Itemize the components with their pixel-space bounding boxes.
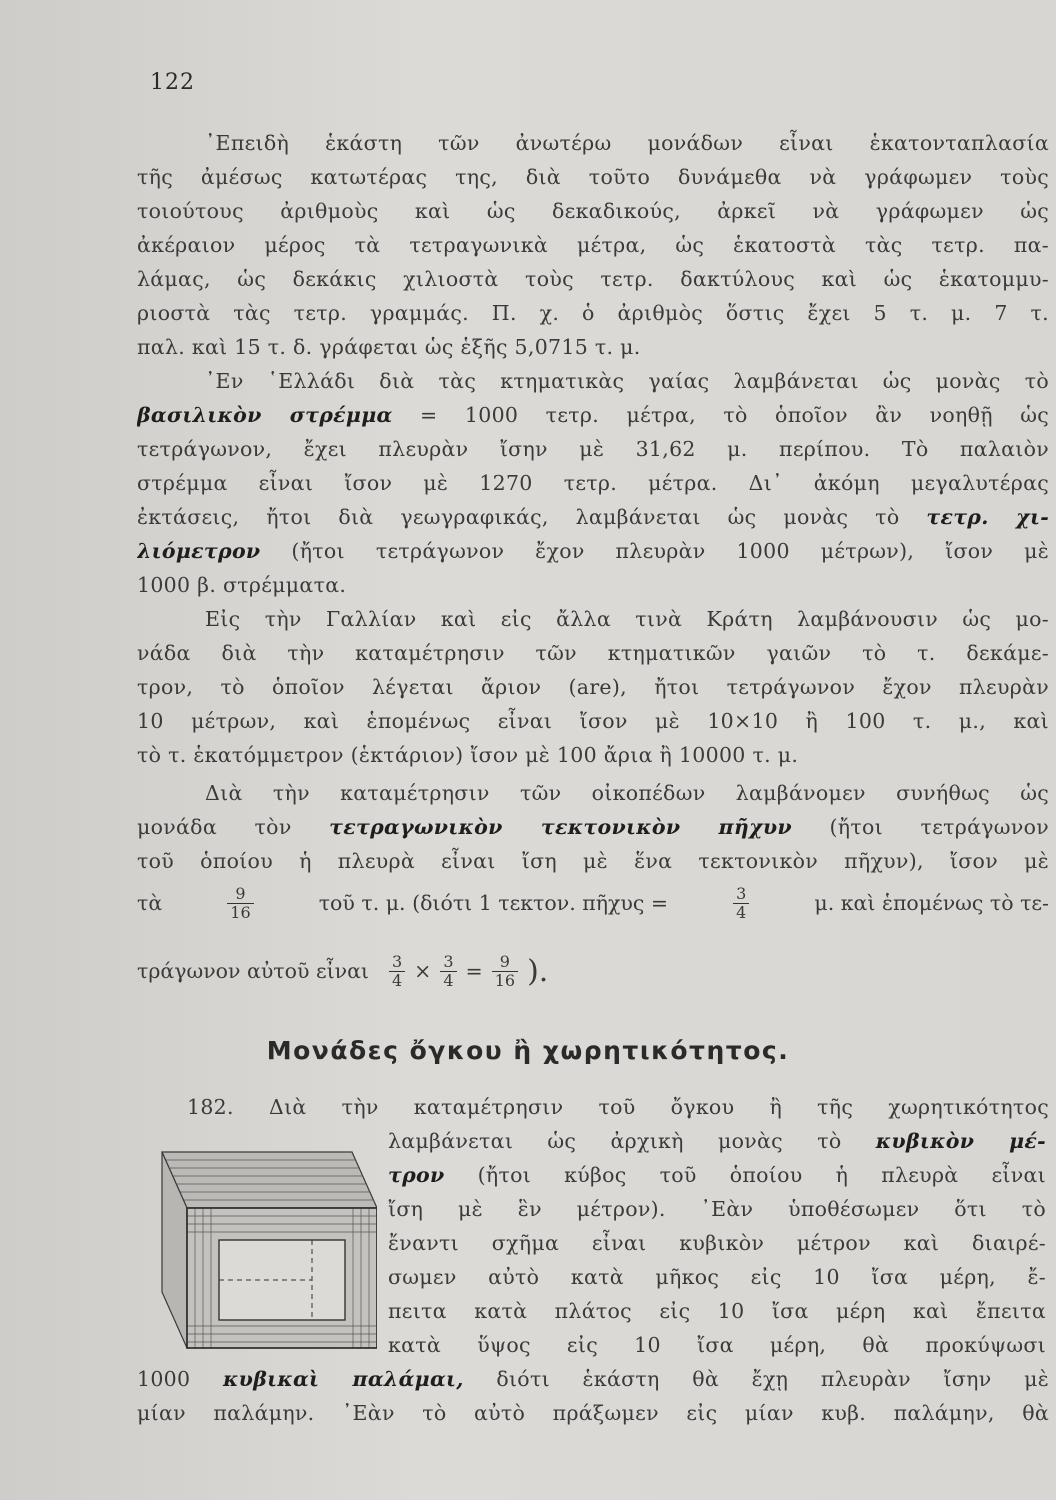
fraction-3-4 [440, 953, 456, 990]
text-span: τοῦ τ. μ. (διότι 1 τεκτον. πῆχυς = [318, 891, 669, 915]
section-heading: Μονάδες ὄγκου ἢ χωρητικότητος. [266, 1036, 790, 1065]
denominator: 4 [443, 970, 454, 990]
text-span: (ἤτοι κύβος τοῦ ὁποίου ἡ πλευρὰ εἶναι [444, 1163, 1046, 1187]
text-line: παλ. καὶ 15 τ. δ. γράφεται ὡς ἑξῆς 5,0715 τ. μ. [137, 335, 641, 359]
bold-term: λιόμετρον [137, 539, 261, 563]
bold-term: κυβικαὶ παλάμαι, [223, 1367, 464, 1391]
times-sign: × [414, 959, 432, 983]
numerator: 3 [389, 953, 405, 972]
fraction-3-4 [389, 953, 405, 990]
text-span: τράγωνον αὐτοῦ εἶναι [137, 959, 369, 983]
text-line: νάδα διὰ τὴν καταμέτρησιν τῶν κτηματικῶν γαιῶν τὸ τ. δεκάμε- [137, 641, 1049, 665]
denominator: 4 [391, 970, 403, 990]
numerator: 9 [227, 885, 253, 904]
text-line: τῆς ἀμέσως κατωτέρας της, διὰ τοῦτο δυνάμεθα νὰ γράφωμεν τοὺς [137, 165, 1049, 189]
numerator: 3 [440, 953, 456, 972]
cube-figure [152, 1150, 377, 1350]
text-line: ᾿Επειδὴ ἑκάστη τῶν ἀνωτέρω μονάδων εἶναι ἑκατονταπλασία [205, 131, 1049, 155]
text-line: λάμας, ὡς δεκάκις χιλιοστὰ τοὺς τετρ. δακτύλους καὶ ὡς ἑκατομμυ- [137, 267, 1049, 291]
bold-term: τετραγωνικὸν τεκτονικὸν πῆχυν [329, 815, 792, 839]
text-span: = 1000 τετρ. μέτρα, τὸ ὁποῖον ἂν νοηθῇ ὡς [392, 403, 1049, 427]
text-line: 182. Διὰ τὴν καταμέτρησιν τοῦ ὄγκου ἢ τῆς χωρητικότητος [187, 1095, 1049, 1119]
text-line: σωμεν αὐτὸ κατὰ μῆκος εἰς 10 ἴσα μέρη, ἔ- [388, 1265, 1046, 1289]
text-span: (ἤτοι τετράγωνον ἔχον πλευρὰν 1000 μέτρων), ἴσον μὲ [260, 539, 1049, 563]
text-line: 1000 β. στρέμματα. [137, 573, 347, 597]
text-line [388, 1158, 1046, 1192]
text-span: μ. καὶ ἑπομένως τὸ τε- [814, 891, 1049, 915]
bold-term: τρον [388, 1163, 445, 1187]
text-span: διότι ἑκάστη θὰ ἔχῃ πλευρὰν ἴσην μὲ [463, 1367, 1049, 1391]
text-line [388, 1124, 1046, 1158]
text-line [137, 500, 1049, 534]
formula-line-1 [137, 878, 1049, 928]
text-line: ἔναντι σχῆμα εἶναι κυβικὸν μέτρον καὶ διαιρέ- [388, 1231, 1046, 1255]
text-span: τὰ [137, 891, 163, 915]
bold-term: κυβικὸν μέ- [875, 1129, 1046, 1153]
fraction-9-16 [492, 953, 518, 990]
text-line [137, 1362, 1049, 1396]
paragraph-4 [137, 776, 1049, 878]
text-span: μονάδα τὸν [137, 815, 330, 839]
text-line: ριοστὰ τὰς τετρ. γραμμάς. Π. χ. ὁ ἀριθμὸς ὅστις ἔχει 5 τ. μ. 7 τ. [137, 301, 1049, 325]
text-span: (ἤτοι τετράγωνον [791, 815, 1049, 839]
fraction-3-4 [733, 885, 749, 922]
text-line: Διὰ τὴν καταμέτρησιν τῶν οἰκοπέδων λαμβάνομεν συνήθως ὡς [205, 781, 1049, 805]
text-line: τοιούτους ἀριθμοὺς καὶ ὡς δεκαδικούς, ἀρκεῖ νὰ γράφωμεν ὡς [137, 199, 1049, 223]
text-span: 1000 [137, 1367, 223, 1391]
paragraph-2 [137, 364, 1049, 602]
text-line: τὸ τ. ἑκατόμμετρον (ἑκτάριον) ἴσον μὲ 100 ἄρια ἢ 10000 τ. μ. [137, 743, 799, 767]
numerator: 9 [492, 953, 518, 972]
text-line: πειτα κατὰ πλάτος εἰς 10 ἴσα μέρη καὶ ἔπειτα [388, 1299, 1046, 1323]
text-line: τετράγωνον, ἔχει πλευρὰν ἴσην μὲ 31,62 μ. περίπου. Τὸ παλαιὸν [137, 437, 1049, 461]
text-line: ἀκέραιον μέρος τὰ τετραγωνικὰ μέτρα, ὡς ἑκατοστὰ τὰς τετρ. πα- [137, 233, 1049, 257]
fraction-9-16 [227, 885, 253, 922]
figure-side-text [388, 1124, 1046, 1362]
text-line: ᾿Εν ῾Ελλάδι διὰ τὰς κτηματικὰς γαίας λαμβάνεται ὡς μονὰς τὸ [205, 369, 1049, 393]
text-line: ἴση μὲ ἓν μέτρον). ᾿Εὰν ὑποθέσωμεν ὅτι τὸ [388, 1197, 1046, 1221]
denominator: 16 [494, 970, 516, 990]
formula-line-2 [137, 946, 548, 996]
text-line [137, 398, 1049, 432]
numerator: 3 [733, 885, 749, 904]
text-line: 10 μέτρων, καὶ ἑπομένως εἶναι ἴσον μὲ 10×10 ἢ 100 τ. μ., καὶ [137, 709, 1049, 733]
text-line [137, 810, 1049, 844]
text-line: μίαν παλάμην. ᾿Εὰν τὸ αὐτὸ πράξωμεν εἰς μίαν κυβ. παλάμην, θὰ [137, 1401, 1049, 1425]
paragraph-1 [137, 126, 1049, 364]
text-line: Εἰς τὴν Γαλλίαν καὶ εἰς ἄλλα τινὰ Κράτη λαμβάνουσιν ὡς μο- [205, 607, 1049, 631]
denominator: 16 [230, 902, 251, 922]
text-span: ἐκτάσεις, ἤτοι διὰ γεωγραφικάς, λαμβάνεται ὡς μονὰς τὸ [137, 505, 927, 529]
text-span: λαμβάνεται ὡς ἀρχικὴ μονὰς τὸ [388, 1129, 876, 1153]
bold-term: βασιλικὸν στρέμμα [137, 403, 393, 427]
page-number: 122 [150, 70, 195, 95]
text-line: τρον, τὸ ὁποῖον λέγεται ἄριον (are), ἤτοι τετράγωνον ἔχον πλευρὰν [137, 675, 1049, 699]
denominator: 4 [736, 902, 747, 922]
text-line [137, 534, 1049, 568]
closing-paren: ). [527, 953, 549, 989]
paragraph-3 [137, 602, 1049, 772]
text-line: στρέμμα εἶναι ἴσον μὲ 1270 τετρ. μέτρα. Δι᾿ ἀκόμη μεγαλυτέρας [137, 471, 1049, 495]
bold-term: τετρ. χι- [926, 505, 1049, 529]
equals-sign: = [465, 959, 483, 983]
section-182-continued [137, 1362, 1049, 1430]
text-line: κατὰ ὕψος εἰς 10 ἴσα μέρη, θὰ προκύψωσι [388, 1333, 1046, 1357]
section-182 [137, 1090, 1049, 1124]
text-line: τοῦ ὁποίου ἡ πλευρὰ εἶναι ἴση μὲ ἕνα τεκτονικὸν πῆχυν), ἴσον μὲ [137, 849, 1049, 873]
